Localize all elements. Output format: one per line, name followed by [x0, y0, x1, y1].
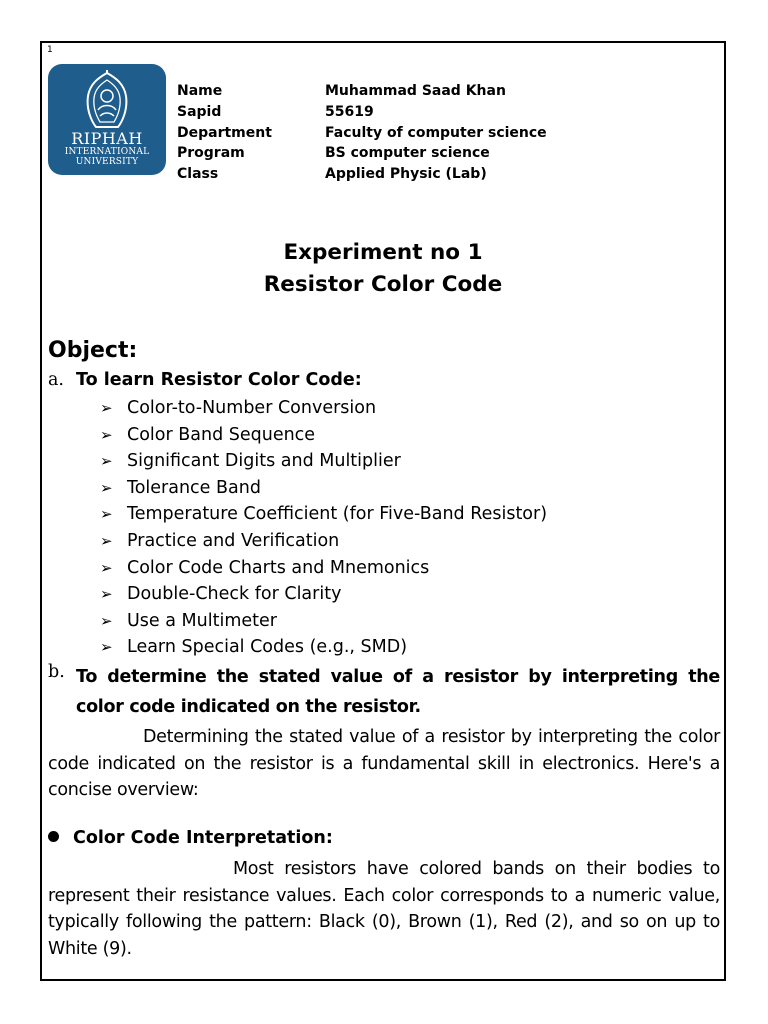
university-logo: [48, 64, 166, 175]
info-value: Muhammad Saad Khan: [325, 83, 506, 99]
object-heading: Object:: [48, 338, 138, 363]
section-a-heading: [48, 370, 362, 390]
list-item: [100, 501, 547, 528]
experiment-title: Experiment no 1: [283, 240, 483, 265]
list-item-text: Significant Digits and Multiplier: [127, 451, 401, 472]
info-value: BS computer science: [325, 145, 490, 162]
info-value: Faculty of computer science: [325, 124, 547, 141]
section-a-title: To learn Resistor Color Code:: [76, 370, 362, 390]
list-item-text: Tolerance Band: [127, 477, 261, 498]
bullet-heading-text: Color Code Interpretation:: [73, 828, 333, 848]
list-item: [100, 475, 547, 502]
list-item: [100, 608, 547, 635]
arrow-bullet-icon: ➢: [100, 452, 113, 471]
list-item-text: Temperature Coefficient (for Five-Band Resistor): [127, 504, 548, 525]
arrow-bullet-icon: ➢: [100, 585, 113, 604]
experiment-subtitle: Resistor Color Code: [263, 272, 503, 297]
riphah-emblem-icon: [76, 70, 138, 130]
list-item-text: Color Band Sequence: [127, 424, 316, 445]
arrow-bullet-icon: ➢: [100, 478, 113, 497]
arrow-bullet-icon: ➢: [100, 558, 113, 577]
info-value: Applied Physic (Lab): [325, 166, 487, 183]
arrow-bullet-icon: ➢: [100, 425, 113, 444]
section-a-list: [100, 395, 547, 661]
info-label: Department: [177, 124, 272, 141]
bullet-dot-icon: [48, 831, 59, 842]
section-a-letter: a.: [48, 370, 64, 390]
info-value: 55619: [325, 103, 374, 120]
overview-paragraph: Determining the stated value of a resistor by interpreting the color code indicated on the resistor is a fundamental skill in electronics. Here's a concise overview:: [48, 727, 720, 800]
bullet-heading: [48, 828, 333, 848]
arrow-bullet-icon: ➢: [100, 505, 113, 524]
info-label: Program: [177, 145, 245, 162]
list-item-text: Practice and Verification: [127, 530, 340, 551]
info-row-name: [177, 81, 547, 102]
list-item-text: Color Code Charts and Mnemonics: [127, 557, 430, 578]
info-row-sapid: [177, 102, 547, 123]
student-info: [177, 81, 547, 185]
page-number: 1: [47, 45, 53, 55]
info-row-department: [177, 123, 547, 144]
section-b-title: To determine the stated value of a resistor by interpreting the color code indicated on the resistor.: [76, 667, 720, 717]
logo-line-1: RIPHAH: [71, 129, 143, 148]
info-label: Sapid: [177, 103, 222, 120]
list-item: [100, 422, 547, 449]
color-code-paragraph: Most resistors have colored bands on their bodies to represent their resistance values. Each color corresponds to a numeric value, typically following the pattern: Black (0), Brown (1), Red (2), and so on up to White (9).: [48, 859, 720, 959]
list-item-text: Double-Check for Clarity: [127, 584, 342, 605]
list-item-text: Use a Multimeter: [127, 610, 277, 631]
section-b-heading: [48, 662, 720, 722]
list-item-text: Learn Special Codes (e.g., SMD): [127, 637, 408, 658]
logo-line-3: UNIVERSITY: [75, 157, 139, 167]
arrow-bullet-icon: ➢: [100, 611, 113, 630]
arrow-bullet-icon: ➢: [100, 531, 113, 550]
logo-line-2: INTERNATIONAL: [64, 147, 150, 157]
info-row-program: [177, 143, 547, 164]
list-item: [100, 634, 547, 661]
list-item-text: Color-to-Number Conversion: [127, 398, 377, 418]
list-item: [100, 395, 547, 422]
list-item: [100, 581, 547, 608]
section-b-letter: b.: [48, 662, 65, 682]
list-item: [100, 448, 547, 475]
document-page: [40, 41, 726, 981]
info-row-class: [177, 164, 547, 185]
info-label: Class: [177, 166, 219, 183]
arrow-bullet-icon: ➢: [100, 399, 113, 417]
arrow-bullet-icon: ➢: [100, 638, 113, 657]
info-label: Name: [177, 83, 223, 99]
list-item: [100, 555, 547, 582]
list-item: [100, 528, 547, 555]
